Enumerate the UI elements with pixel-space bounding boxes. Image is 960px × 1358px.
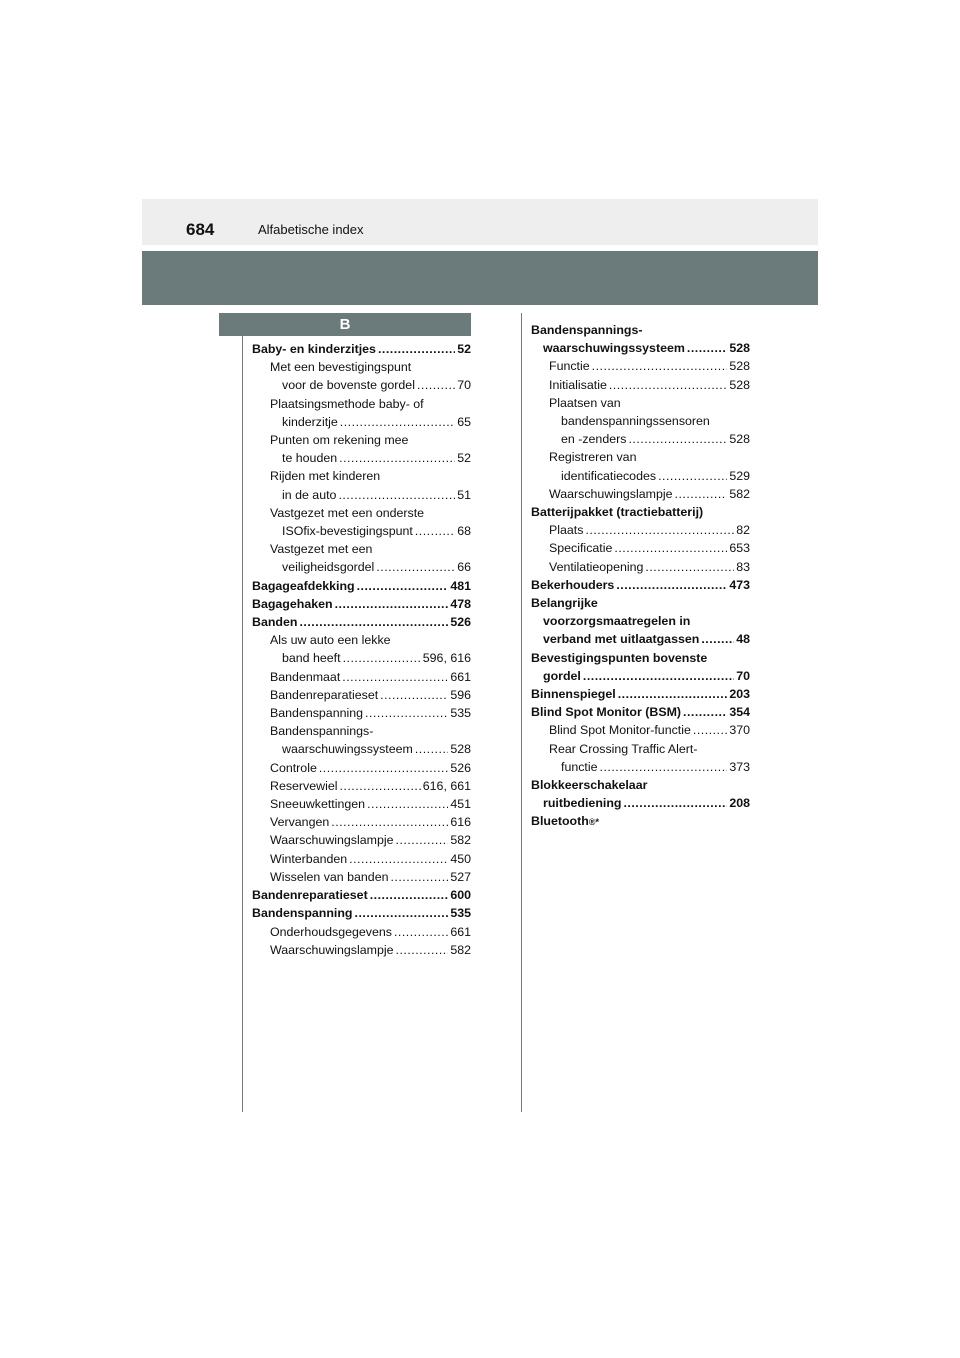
leader-dots	[592, 357, 728, 375]
page-reference: 535	[450, 706, 471, 721]
entry-text: identificatiecodes	[561, 468, 657, 483]
entry-text: gordel	[543, 668, 581, 683]
entry-text: Waarschuwingslampje	[270, 942, 394, 957]
leader-dots	[687, 339, 727, 357]
header-band	[142, 251, 818, 305]
leader-dots	[331, 813, 448, 831]
page-reference: 373	[729, 759, 750, 774]
leader-dots	[616, 576, 727, 594]
page-reference: 528	[729, 359, 750, 374]
page-reference: 661	[450, 669, 471, 684]
leader-dots	[645, 558, 734, 576]
page-reference: 596	[450, 687, 471, 702]
page-reference: 48	[736, 632, 750, 647]
page-reference: 70	[736, 668, 750, 683]
leader-dots	[675, 485, 728, 503]
index-subentry	[252, 504, 471, 540]
page-reference: 52	[457, 451, 471, 466]
index-subentry	[531, 721, 750, 739]
section-title: Alfabetische index	[258, 222, 364, 237]
index-subentry	[252, 395, 471, 431]
entry-text: Bagagehaken	[252, 596, 333, 611]
entry-text: Specificatie	[549, 541, 613, 556]
index-subentry	[252, 923, 471, 941]
page-reference: 65	[457, 414, 471, 429]
entry-text: Waarschuwingslampje	[270, 833, 394, 848]
leader-dots	[628, 430, 727, 448]
page-reference: 527	[450, 869, 471, 884]
entry-text: Bandenmaat	[270, 669, 341, 684]
index-subentry	[531, 539, 750, 557]
entry-text: Rijden met kinderen	[270, 469, 381, 484]
entry-text: te houden	[282, 451, 338, 466]
entry-text: Binnenspiegel	[531, 687, 616, 702]
page-reference: 526	[450, 615, 471, 630]
leader-dots	[417, 376, 455, 394]
page-reference: 82	[736, 523, 750, 538]
entry-text: bandenspanningssensoren	[561, 414, 710, 429]
index-entry	[252, 613, 471, 631]
leader-dots	[339, 449, 455, 467]
leader-dots	[396, 831, 449, 849]
index-entry	[531, 576, 750, 594]
page-reference: 451	[450, 797, 471, 812]
index-subentry	[252, 831, 471, 849]
index-subentry	[531, 740, 750, 776]
leader-dots	[367, 795, 448, 813]
index-entry	[252, 886, 471, 904]
index-subentry	[252, 540, 471, 576]
page-reference: 450	[450, 851, 471, 866]
entry-text: Als uw auto een lekke	[270, 633, 391, 648]
entry-text: Bandenspannings-	[531, 323, 643, 337]
leader-dots	[683, 703, 727, 721]
leader-dots	[618, 685, 728, 703]
index-subentry	[531, 485, 750, 503]
entry-text: Vervangen	[270, 815, 330, 830]
entry-text: Blind Spot Monitor-functie	[549, 723, 691, 738]
entry-text: ruitbediening	[543, 796, 622, 811]
index-entry	[252, 595, 471, 613]
entry-text: Vastgezet met een	[270, 542, 373, 557]
page-reference: 478	[450, 596, 471, 611]
entry-text: Belangrijke	[531, 596, 598, 611]
entry-text: Functie	[549, 359, 590, 374]
entry-text: Bandenspanning	[252, 906, 353, 921]
leader-dots	[349, 850, 448, 868]
entry-text: Batterijpakket (tractiebatterij)	[531, 505, 704, 520]
left-column-rule	[242, 336, 243, 1112]
entry-text: Plaats	[549, 523, 584, 538]
index-subentry	[531, 357, 750, 375]
leader-dots	[415, 740, 448, 758]
entry-text: Wisselen van banden	[270, 869, 389, 884]
leader-dots	[338, 486, 455, 504]
entry-text: Bluetooth	[531, 814, 589, 829]
leader-dots	[365, 704, 448, 722]
right-column-rule	[521, 313, 522, 1112]
index-subentry	[252, 431, 471, 467]
leader-dots	[339, 777, 420, 795]
entry-text: Controle	[270, 760, 317, 775]
entry-text: Bandenspanning	[270, 706, 364, 721]
index-subentry	[252, 759, 471, 777]
index-subentry	[252, 868, 471, 886]
entry-text: Bandenspannings-	[270, 724, 374, 739]
page-reference: 528	[450, 742, 471, 757]
index-subentry	[252, 813, 471, 831]
index-entry	[531, 594, 750, 649]
page-reference: 582	[729, 486, 750, 501]
page-reference: 616	[450, 815, 471, 830]
page-reference: 535	[450, 906, 471, 921]
page-reference: 661	[450, 924, 471, 939]
leader-dots	[343, 649, 421, 667]
index-subentry	[252, 358, 471, 394]
leader-dots	[415, 522, 455, 540]
entry-text: Plaatsingsmethode baby- of	[270, 396, 424, 411]
leader-dots	[319, 759, 448, 777]
index-letter-tab: B	[219, 313, 471, 336]
page-reference: 528	[729, 341, 750, 356]
index-entry	[252, 340, 471, 358]
page-reference: 68	[457, 524, 471, 539]
leader-dots	[335, 595, 449, 613]
index-subentry	[252, 850, 471, 868]
page-reference: 526	[450, 760, 471, 775]
leader-dots	[583, 667, 734, 685]
entry-text: kinderzitje	[282, 414, 338, 429]
index-subentry	[252, 941, 471, 959]
entry-text: Bandenreparatieset	[252, 888, 368, 903]
index-subentry	[531, 394, 750, 449]
leader-dots	[658, 467, 727, 485]
leader-dots	[585, 521, 734, 539]
entry-text: Ventilatieopening	[549, 559, 644, 574]
leader-dots	[376, 558, 455, 576]
index-entry	[531, 703, 750, 721]
index-column-right	[531, 321, 750, 831]
leader-dots	[693, 721, 727, 739]
index-subentry	[252, 686, 471, 704]
page-reference: 354	[729, 705, 750, 720]
entry-text: Banden	[252, 615, 298, 630]
leader-dots	[390, 868, 448, 886]
entry-text: Initialisatie	[549, 377, 607, 392]
entry-text: verband met uitlaatgassen	[543, 632, 700, 647]
entry-text: Sneeuwkettingen	[270, 797, 366, 812]
page-reference: 529	[729, 468, 750, 483]
entry-text: Winterbanden	[270, 851, 348, 866]
entry-text: veiligheidsgordel	[282, 560, 375, 575]
index-subentry	[531, 558, 750, 576]
entry-text: Reservewiel	[270, 778, 338, 793]
leader-dots	[394, 923, 448, 941]
page-reference: 596, 616	[422, 651, 471, 666]
page-reference: 473	[729, 577, 750, 592]
page-reference: 52	[457, 342, 471, 356]
page-reference: 51	[457, 487, 471, 502]
page-reference: 528	[729, 432, 750, 447]
index-entry	[531, 649, 750, 685]
index-entry	[531, 776, 750, 812]
index-entry	[252, 577, 471, 595]
entry-text: Punten om rekening mee	[270, 433, 409, 448]
index-subentry	[252, 795, 471, 813]
page-reference: 83	[736, 559, 750, 574]
index-subentry	[252, 704, 471, 722]
entry-text: Met een bevestigingspunt	[270, 360, 412, 375]
page-reference: 208	[729, 796, 750, 811]
page-reference: 66	[457, 560, 471, 575]
leader-dots	[600, 758, 728, 776]
index-subentry	[252, 467, 471, 503]
page-reference: 528	[729, 377, 750, 392]
entry-text: Bagageafdekking	[252, 578, 355, 593]
entry-text: in de auto	[282, 487, 337, 502]
page-reference: 582	[450, 942, 471, 957]
leader-dots	[340, 413, 455, 431]
entry-text: band heeft	[282, 651, 341, 666]
entry-text: Blokkeerschakelaar	[531, 778, 648, 793]
header-bar	[142, 199, 818, 245]
leader-dots	[614, 539, 727, 557]
entry-text: Rear Crossing Traffic Alert-	[549, 741, 698, 756]
entry-text: Bevestigingspunten bovenste	[531, 650, 708, 665]
entry-text: Bekerhouders	[531, 577, 615, 592]
entry-text: Baby- en kinderzitjes	[252, 342, 376, 356]
entry-text: Waarschuwingslampje	[549, 486, 673, 501]
leader-dots	[380, 686, 448, 704]
leader-dots	[623, 794, 727, 812]
index-subentry	[531, 521, 750, 539]
leader-dots	[378, 340, 455, 358]
index-subentry	[252, 722, 471, 758]
index-entry	[531, 503, 750, 521]
entry-text: voorzorgsmaatregelen in	[543, 614, 691, 629]
entry-text: functie	[561, 759, 598, 774]
page-reference: 70	[457, 378, 471, 393]
leader-dots	[355, 904, 449, 922]
index-subentry	[252, 631, 471, 667]
entry-text: waarschuwingssysteem	[282, 742, 413, 757]
entry-text: Blind Spot Monitor (BSM)	[531, 705, 682, 720]
leader-dots	[396, 941, 449, 959]
index-subentry	[531, 376, 750, 394]
leader-dots	[609, 376, 727, 394]
index-entry	[531, 321, 750, 357]
index-subentry	[252, 668, 471, 686]
index-entry	[252, 904, 471, 922]
leader-dots	[370, 886, 449, 904]
page-reference: 616, 661	[422, 778, 471, 793]
page-reference: 203	[729, 687, 750, 702]
index-entry: Bluetooth ®*	[531, 812, 750, 830]
index-entry	[531, 685, 750, 703]
leader-dots	[701, 630, 734, 648]
leader-dots	[342, 668, 448, 686]
page-number: 684	[186, 220, 215, 239]
page-reference: 370	[729, 723, 750, 738]
entry-text: Vastgezet met een onderste	[270, 505, 425, 520]
entry-text: voor de bovenste gordel	[282, 378, 415, 393]
page-reference: 481	[450, 578, 471, 593]
index-subentry	[531, 448, 750, 484]
entry-text: Bandenreparatieset	[270, 687, 379, 702]
entry-text: Plaatsen van	[549, 395, 621, 410]
page-reference: 582	[450, 833, 471, 848]
leader-dots	[299, 613, 448, 631]
page-reference: 600	[450, 888, 471, 903]
leader-dots	[357, 577, 449, 595]
entry-text: waarschuwingssysteem	[543, 341, 685, 356]
page-reference: 653	[729, 541, 750, 556]
entry-text: en -zenders	[561, 432, 627, 447]
index-column-left	[252, 340, 471, 959]
entry-text: Registreren van	[549, 450, 637, 465]
index-subentry	[252, 777, 471, 795]
entry-text: ISOfix-bevestigingspunt	[282, 524, 413, 539]
entry-text: Onderhoudsgegevens	[270, 924, 392, 939]
